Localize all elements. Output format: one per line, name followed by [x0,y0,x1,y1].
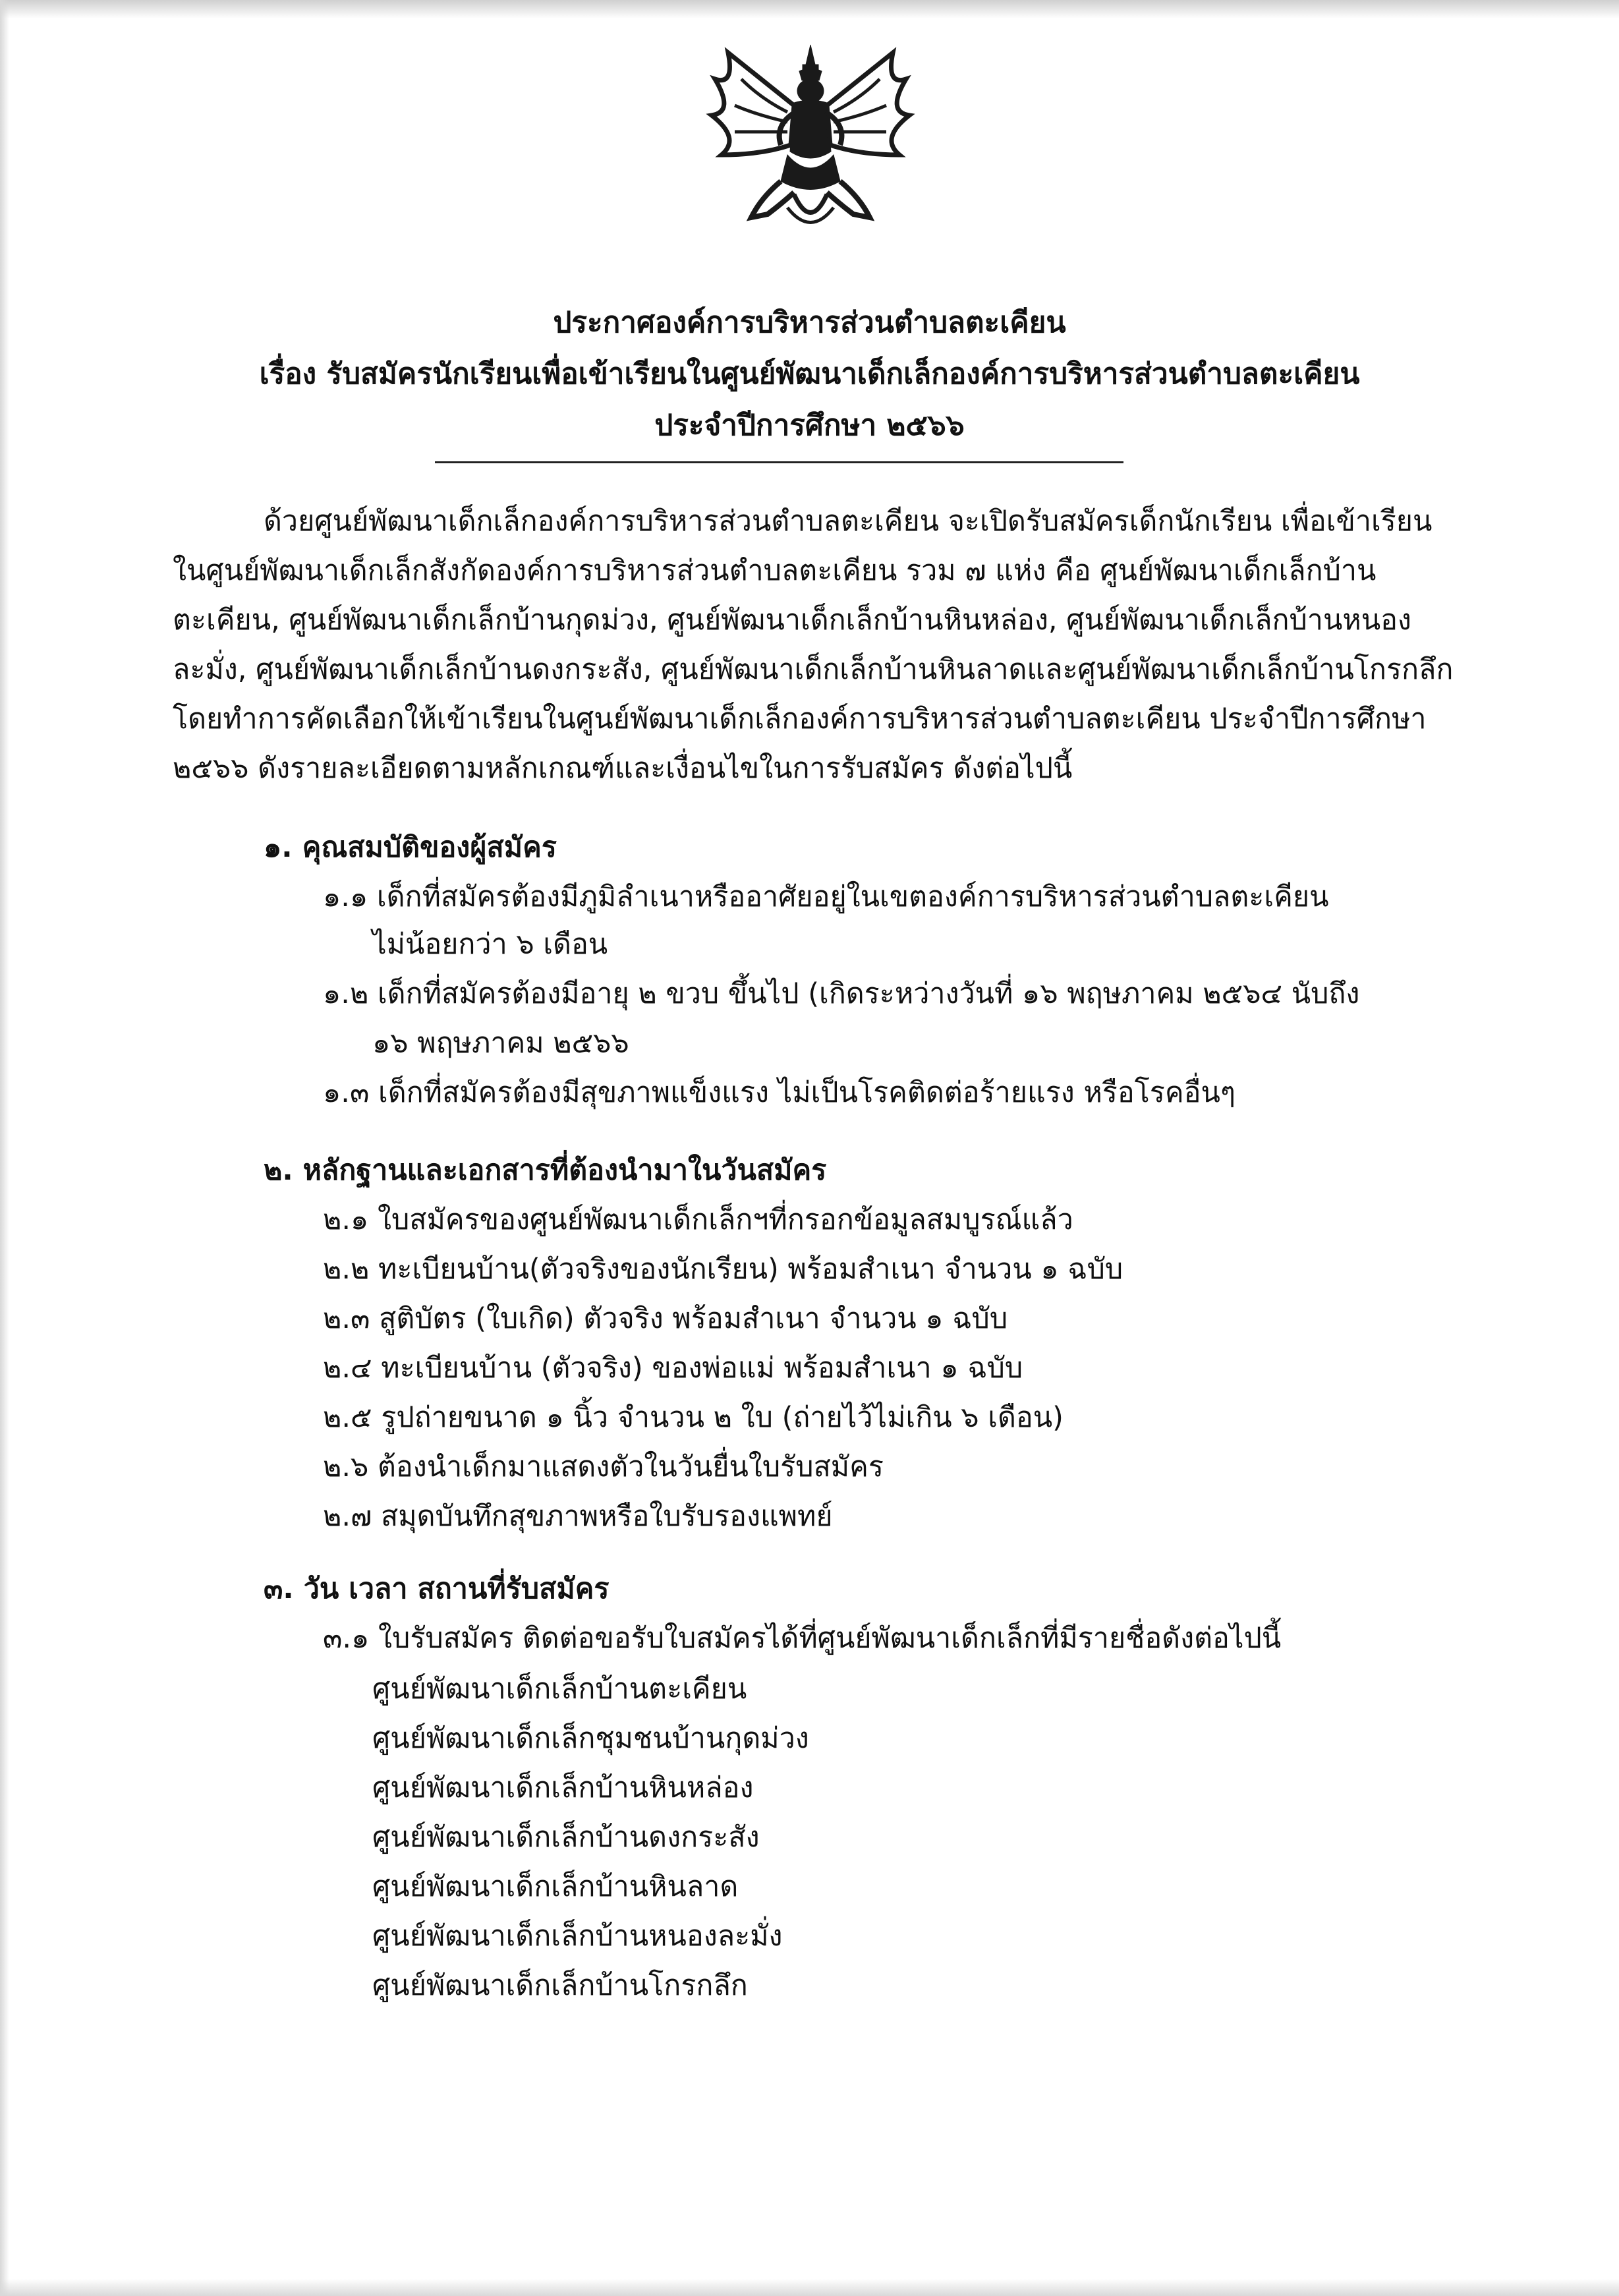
section-3-title: ๓. วัน เวลา สถานที่รับสมัคร [264,1572,610,1605]
center-list-item: ศูนย์พัฒนาเด็กเล็กบ้านดงกระสัง [372,1821,760,1854]
section-1-item-1: ๑.๑ เด็กที่สมัครต้องมีภูมิลำเนาหรืออาศัยอยู่ในเขตองค์การบริหารส่วนตำบลตะเคียน [323,880,1329,913]
announcement-subject: เรื่อง รับสมัครนักเรียนเพื่อเข้าเรียนในศูนย์พัฒนาเด็กเล็กองค์การบริหารส่วนตำบลตะเคียน [259,357,1360,391]
section-2-title: ๒. หลักฐานและเอกสารที่ต้องนำมาในวันสมัคร [264,1154,827,1187]
section-2-item-1: ๒.๑ ใบสมัครของศูนย์พัฒนาเด็กเล็กฯที่กรอกข้อมูลสมบูรณ์แล้ว [323,1203,1073,1236]
header-divider [435,461,1123,463]
section-2-item-6: ๒.๖ ต้องนำเด็กมาแสดงตัวในวันยื่นใบรับสมัคร [323,1450,884,1483]
section-1-item-2-cont: ๑๖ พฤษภาคม ๒๕๖๖ [372,1027,629,1060]
scan-shadow-top [0,0,1619,18]
scan-shadow-bottom [0,2279,1619,2296]
center-list-item: ศูนย์พัฒนาเด็กเล็กบ้านตะเคียน [372,1673,747,1706]
section-2-item-2: ๒.๒ ทะเบียนบ้าน(ตัวจริงของนักเรียน) พร้อมสำเนา จำนวน ๑ ฉบับ [323,1253,1123,1286]
section-2-item-5: ๒.๕ รูปถ่ายขนาด ๑ นิ้ว จำนวน ๒ ใบ (ถ่ายไว้ไม่เกิน ๖ เดือน) [323,1401,1064,1434]
intro-line-6: ๒๕๖๖ ดังรายละเอียดตามหลักเกณฑ์และเงื่อนไขในการรับสมัคร ดังต่อไปนี้ [173,752,1073,785]
section-3-item-1: ๓.๑ ใบรับสมัคร ติดต่อขอรับใบสมัครได้ที่ศูนย์พัฒนาเด็กเล็กที่มีรายชื่อดังต่อไปนี้ [323,1622,1282,1655]
announcement-title: ประกาศองค์การบริหารส่วนตำบลตะเคียน [553,306,1066,339]
intro-line-2: ในศูนย์พัฒนาเด็กเล็กสังกัดองค์การบริหารส่วนตำบลตะเคียน รวม ๗ แห่ง คือ ศูนย์พัฒนาเด็กเล็กบ้าน [173,554,1377,587]
center-list-item: ศูนย์พัฒนาเด็กเล็กบ้านหนองละมั่ง [372,1920,783,1953]
section-2-item-7: ๒.๗ สมุดบันทึกสุขภาพหรือใบรับรองแพทย์ [323,1500,833,1533]
section-2-item-4: ๒.๔ ทะเบียนบ้าน (ตัวจริง) ของพ่อแม่ พร้อมสำเนา ๑ ฉบับ [323,1352,1023,1385]
intro-line-3: ตะเคียน, ศูนย์พัฒนาเด็กเล็กบ้านกุดม่วง, ศูนย์พัฒนาเด็กเล็กบ้านหินหล่อง, ศูนย์พัฒนาเด็กเล็กบ้านหนอง [173,604,1411,637]
center-list-item: ศูนย์พัฒนาเด็กเล็กบ้านโกรกลึก [372,1969,748,2002]
intro-line-5: โดยทำการคัดเลือกให้เข้าเรียนในศูนย์พัฒนาเด็กเล็กองค์การบริหารส่วนตำบลตะเคียน ประจำปีการศึกษา [173,703,1427,735]
center-list-item: ศูนย์พัฒนาเด็กเล็กชุมชนบ้านกุดม่วง [372,1722,809,1755]
section-1-title: ๑. คุณสมบัติของผู้สมัคร [264,831,557,864]
section-1-item-2: ๑.๒ เด็กที่สมัครต้องมีอายุ ๒ ขวบ ขึ้นไป (เกิดระหว่างวันที่ ๑๖ พฤษภาคม ๒๕๖๔ นับถึง [323,977,1360,1010]
intro-line-1: ด้วยศูนย์พัฒนาเด็กเล็กองค์การบริหารส่วนตำบลตะเคียน จะเปิดรับสมัครเด็กนักเรียน เพื่อเข้าเรียน [264,505,1433,538]
garuda-emblem-icon [689,40,932,237]
section-2-item-3: ๒.๓ สูติบัตร (ใบเกิด) ตัวจริง พร้อมสำเนา จำนวน ๑ ฉบับ [323,1302,1008,1335]
scan-shadow-left [0,0,9,2296]
intro-line-4: ละมั่ง, ศูนย์พัฒนาเด็กเล็กบ้านดงกระสัง, ศูนย์พัฒนาเด็กเล็กบ้านหินลาดและศูนย์พัฒนาเด็กเล็กบ้านโกรกลึก [173,653,1454,686]
section-1-item-1-cont: ไม่น้อยกว่า ๖ เดือน [372,928,608,961]
center-list-item: ศูนย์พัฒนาเด็กเล็กบ้านหินหล่อง [372,1771,754,1804]
section-1-item-3: ๑.๓ เด็กที่สมัครต้องมีสุขภาพแข็งแรง ไม่เป็นโรคติดต่อร้ายแรง หรือโรคอื่นๆ [323,1076,1236,1109]
center-list-item: ศูนย์พัฒนาเด็กเล็กบ้านหินลาด [372,1870,739,1903]
announcement-year: ประจำปีการศึกษา ๒๕๖๖ [654,409,965,442]
